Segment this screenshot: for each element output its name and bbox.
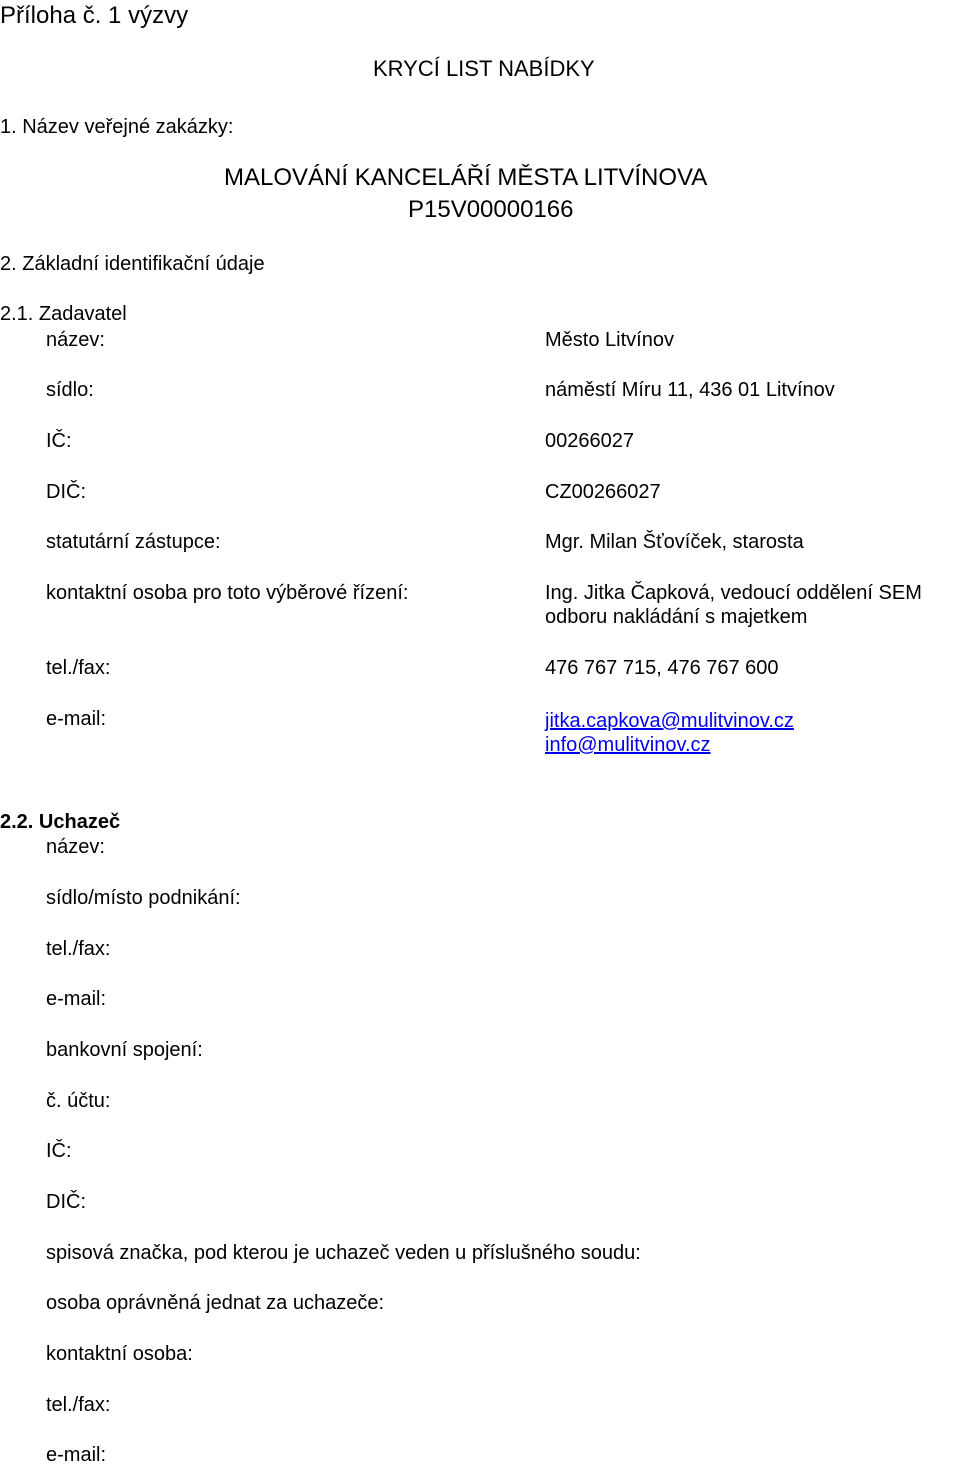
document-title: KRYCÍ LIST NABÍDKY bbox=[373, 56, 595, 81]
uchazec-contact-phone-label: tel./fax: bbox=[46, 1394, 111, 1416]
uchazec-heading: 2.2. Uchazeč bbox=[0, 811, 121, 833]
uchazec-email-label: e-mail: bbox=[46, 988, 107, 1010]
zadavatel-heading: 2.1. Zadavatel bbox=[0, 303, 127, 325]
uchazec-contact-label: kontaktní osoba: bbox=[46, 1343, 193, 1365]
uchazec-bank-label: bankovní spojení: bbox=[46, 1039, 203, 1061]
zadavatel-name-value: Město Litvínov bbox=[545, 329, 674, 351]
zadavatel-contact-value-line2: odboru nakládání s majetkem bbox=[545, 606, 808, 628]
zadavatel-ic-label: IČ: bbox=[46, 430, 72, 452]
section-1-label: 1. Název veřejné zakázky: bbox=[0, 116, 234, 138]
zadavatel-representative-value: Mgr. Milan Šťovíček, starosta bbox=[545, 531, 804, 553]
contract-id: P15V00000166 bbox=[408, 196, 574, 223]
section-2-label: 2. Základní identifikační údaje bbox=[0, 253, 265, 275]
zadavatel-email-link-primary[interactable]: jitka.capkova@mulitvinov.cz bbox=[545, 710, 794, 732]
zadavatel-email-link-info[interactable]: info@mulitvinov.cz bbox=[545, 734, 711, 756]
zadavatel-phone-label: tel./fax: bbox=[46, 657, 111, 679]
zadavatel-seat-label: sídlo: bbox=[46, 379, 94, 401]
uchazec-file-number-label: spisová značka, pod kterou je uchazeč veden u příslušného soudu: bbox=[46, 1242, 641, 1264]
zadavatel-contact-value: Ing. Jitka Čapková, vedoucí oddělení SEM bbox=[545, 582, 922, 604]
uchazec-authorized-person-label: osoba oprávněná jednat za uchazeče: bbox=[46, 1292, 385, 1314]
zadavatel-seat-value: náměstí Míru 11, 436 01 Litvínov bbox=[545, 379, 835, 401]
zadavatel-representative-label: statutární zástupce: bbox=[46, 531, 221, 553]
zadavatel-email-label: e-mail: bbox=[46, 708, 107, 730]
zadavatel-dic-label: DIČ: bbox=[46, 481, 86, 503]
zadavatel-dic-value: CZ00266027 bbox=[545, 481, 661, 503]
uchazec-account-label: č. účtu: bbox=[46, 1090, 111, 1112]
contract-name: MALOVÁNÍ KANCELÁŘÍ MĚSTA LITVÍNOVA bbox=[224, 164, 708, 191]
zadavatel-phone-value: 476 767 715, 476 767 600 bbox=[545, 657, 779, 679]
uchazec-dic-label: DIČ: bbox=[46, 1191, 86, 1213]
attachment-label: Příloha č. 1 výzvy bbox=[0, 2, 189, 29]
zadavatel-contact-label: kontaktní osoba pro toto výběrové řízení: bbox=[46, 582, 409, 604]
uchazec-seat-label: sídlo/místo podnikání: bbox=[46, 887, 241, 909]
zadavatel-ic-value: 00266027 bbox=[545, 430, 634, 452]
uchazec-ic-label: IČ: bbox=[46, 1140, 72, 1162]
uchazec-phone-label: tel./fax: bbox=[46, 938, 111, 960]
uchazec-name-label: název: bbox=[46, 836, 105, 858]
uchazec-contact-email-label: e-mail: bbox=[46, 1444, 107, 1466]
zadavatel-name-label: název: bbox=[46, 329, 105, 351]
